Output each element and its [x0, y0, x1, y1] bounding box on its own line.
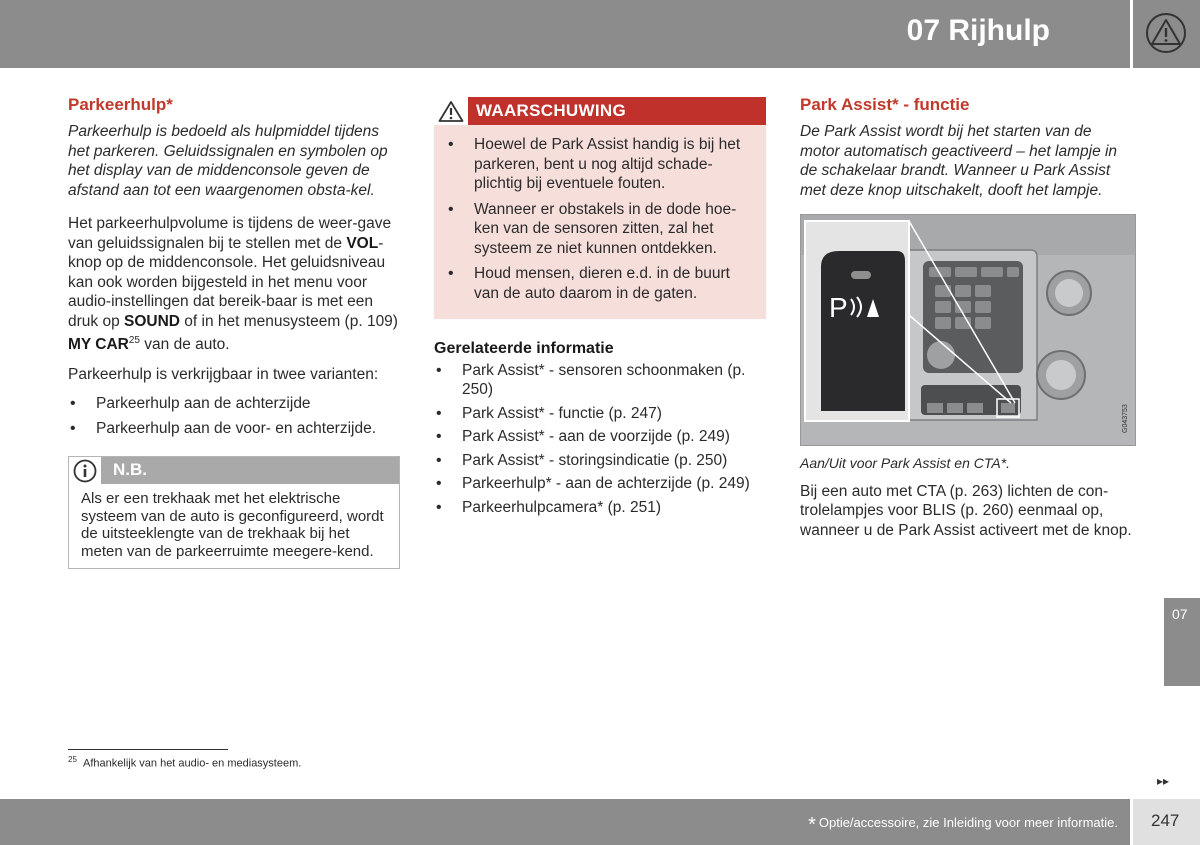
- section-heading-parkeerhulp: Parkeerhulp*: [68, 95, 173, 114]
- image-caption: Aan/Uit voor Park Assist en CTA*.: [800, 455, 1011, 471]
- note-header: [69, 457, 399, 484]
- header-bar: [0, 0, 1130, 68]
- sound-key: SOUND: [124, 312, 180, 330]
- note-text: Als er een trekhaak met het elektrische systeem van de auto is geconfigureerd, wordt de uitsteeklengte van de trekhaak bij het meten van de parkeerruimte meegere-kend.: [81, 490, 384, 560]
- column-left: [68, 94, 400, 569]
- variants-paragraph: Parkeerhulp is verkrijgbaar in twee varianten:: [68, 365, 379, 383]
- chapter-icon-box: [1133, 0, 1200, 68]
- column-middle: [434, 94, 766, 527]
- warning-header: [434, 97, 766, 125]
- footnote: $^{25}$ Afhankelijk van het audio- en mediasysteem.: [68, 755, 302, 770]
- variants-list: [68, 394, 400, 438]
- cta-paragraph: Bij een auto met CTA (p. 263) lichten de con-trolelampjes voor BLIS (p. 260) eenmaal op, wanneer u de Park Assist activeert met de knop.: [800, 482, 1132, 539]
- footnote-rule: [68, 749, 228, 750]
- section-heading-park-assist: Park Assist* - functie: [800, 95, 970, 114]
- warning-label: WAARSCHUWING: [476, 101, 626, 120]
- footnote-ref: 25: [128, 335, 140, 346]
- page-number: 247: [1151, 811, 1180, 830]
- related-link[interactable]: • Park Assist* - functie (p. 247): [434, 404, 766, 424]
- page-number-box: [1133, 799, 1200, 845]
- svg-text:P: P: [829, 292, 848, 323]
- column-right: [800, 94, 1134, 550]
- warning-icon: [434, 97, 468, 125]
- related-link[interactable]: • Park Assist* - storingsindicatie (p. 250): [434, 451, 766, 471]
- info-icon: [69, 457, 101, 484]
- warning-triangle-icon: [1143, 12, 1189, 54]
- next-page-arrow-icon[interactable]: ▸▸: [1157, 774, 1170, 788]
- list-item: • Parkeerhulp aan de achterzijde: [68, 394, 400, 414]
- chapter-title: 07 Rijhulp: [906, 14, 1050, 47]
- intro-text: Parkeerhulp is bedoeld als hulpmiddel tijdens het parkeren. Geluidssignalen en symbolen op het display van de middenconsole geven de afstand aan tot een waargenomen obsta-kel.: [68, 123, 388, 199]
- list-item: • Houd mensen, dieren e.d. in de buurt van de auto daarom in de gaten.: [446, 264, 754, 303]
- warning-list: [446, 135, 754, 303]
- footer-note: * Optie/accessoire, zie Inleiding voor meer informatie.: [808, 814, 1118, 836]
- related-heading: Gerelateerde informatie: [434, 340, 614, 357]
- list-item: • Parkeerhulp aan de voor- en achterzijde.: [68, 419, 400, 439]
- footer-bar: [0, 799, 1130, 845]
- image-code: G043753: [1122, 404, 1129, 433]
- related-link[interactable]: • Park Assist* - sensoren schoonmaken (p. 250): [434, 361, 766, 400]
- related-link[interactable]: • Parkeerhulp* - aan de achterzijde (p. 249): [434, 474, 766, 494]
- warning-box: [434, 97, 766, 319]
- console-photo: [800, 214, 1136, 446]
- note-label: N.B.: [113, 460, 147, 480]
- related-link[interactable]: • Parkeerhulpcamera* (p. 251): [434, 498, 766, 518]
- list-item: • Hoewel de Park Assist handig is bij het parkeren, bent u nog altijd schade-plichtig bij eventuele fouten.: [446, 135, 754, 194]
- related-list: [434, 361, 766, 518]
- vol-key: VOL: [346, 234, 379, 252]
- list-item: • Wanneer er obstakels in de dode hoe-ken van de sensoren zitten, zal het systeem ze niet kunnen ontdekken.: [446, 200, 754, 259]
- chapter-tab[interactable]: 07: [1164, 598, 1200, 686]
- volume-paragraph: Het parkeerhulpvolume is tijdens de weer-gave van geluidssignalen bij te stellen met de VOL-knop op de middenconsole. Het geluidsniveau kan ook worden bijgesteld in het menu voor audio-instellingen dat bereik-baar is met een druk op SOUND of in het menusysteem (p. 109) MY CAR$^{25}$ van de auto.: [68, 215, 398, 354]
- intro-text: De Park Assist wordt bij het starten van de motor automatisch geactiveerd – het lampje in de schakelaar brandt. Wanneer u Park Assist met deze knop uitschakelt, dooft het lampje.: [800, 123, 1118, 199]
- note-box: [68, 456, 400, 569]
- mycar-key: MY CAR: [68, 336, 129, 354]
- related-link[interactable]: • Park Assist* - aan de voorzijde (p. 249): [434, 427, 766, 447]
